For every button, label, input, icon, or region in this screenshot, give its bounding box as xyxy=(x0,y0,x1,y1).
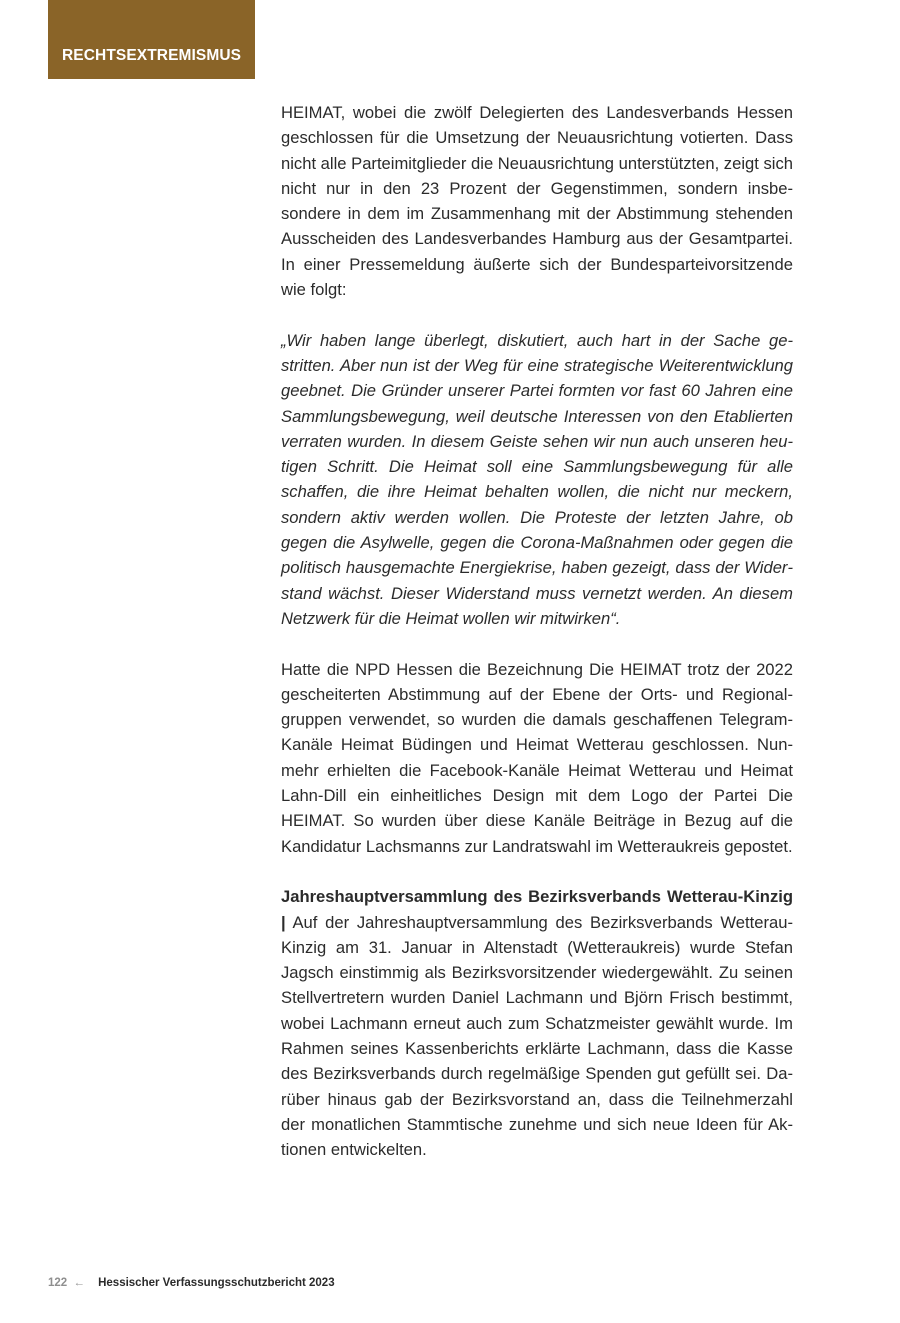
arrow-left-icon: ← xyxy=(73,1277,85,1289)
page-number: 122 xyxy=(48,1277,68,1289)
paragraph-3-body: Auf der Jahreshauptversammlung des Bezirksverbands Wetterau-Kinzig am 31. Januar in Altenstadt (Wetteraukreis) wurde Stefan Jagsch einstimmig als Bezirksvorsitzender wiedergewählt. Zu seinen Stellvertretern wurden Daniel Lachmann und Björn Frisch bestimmt, wobei Lachmann erneut auch zum Schatzmeister gewählt wurde. Im Rahmen seines Kassenberichts erklärte Lachmann, dass die Kasse des Bezirksverbands durch regelmäßige Spenden gut gefüllt sei. Darüber hinaus gab der Bezirksvorstand an, dass die Teilnehmerzahl der monatlichen Stammtische zunehme und sich neue Ideen für Aktionen entwickelten. xyxy=(281,912,793,1160)
body-paragraph-2: Hatte die NPD Hessen die Bezeichnung Die HEIMAT trotz der 2022 gescheiterten Abstimmung auf der Ebene der Orts- und Regionalgruppen verwendet, so wurden die damals geschaffenen Telegram-Kanäle Heimat Büdingen und Heimat Wetterau geschlossen. Nunmehr erhielten die Facebook-Kanäle Heimat Wetterau und Heimat Lahn-Dill ein einheitliches Design mit dem Logo der Partei Die HEIMAT. So wurden über diese Kanäle Beiträge in Bezug auf die Kandidatur Lachsmanns zur Landratswahl im Wetteraukreis gepostet. xyxy=(281,659,793,856)
paragraph-lead-heading: Jahreshauptversammlung des Bezirksverbands Wetterau-Kinzig | xyxy=(281,887,793,932)
section-tag: RECHTSEXTREMISMUS xyxy=(48,0,255,79)
publication-title: Hessischer Verfassungsschutzbericht 2023 xyxy=(98,1277,335,1289)
body-paragraph-3 xyxy=(281,884,793,1162)
body-paragraph-1: HEIMAT, wobei die zwölf Delegierten des Landesverbands Hessen geschlossen für die Umsetzung der Neuausrichtung votierten. Dass nicht alle Parteimitglieder die Neuausrichtung unterstützten, zeigt sich nicht nur in den 23 Prozent der Gegenstimmen, sondern insbesondere in dem im Zusammenhang mit der Abstimmung stehenden Ausscheiden des Landesverbandes Hamburg aus der Gesamtpartei. In einer Pressemeldung äußerte sich der Bundesparteivorsitzende wie folgt: xyxy=(281,103,793,300)
block-quote: „Wir haben lange überlegt, diskutiert, auch hart in der Sache gestritten. Aber nun ist der Weg für eine strategische Weiterentwicklung geebnet. Die Gründer unserer Partei formten vor fast 60 Jahren eine Sammlungsbewegung, weil deutsche Interessen von den Etablierten verraten wurden. In diesem Geiste sehen wir nun auch unseren heutigen Schritt. Die Heimat soll eine Sammlungsbewegung für alle schaffen, die ihre Heimat behalten wollen, die nicht nur meckern, sondern aktiv werden wollen. Die Proteste der letzten Jahre, ob gegen die Asylwelle, gegen die Corona-Maßnahmen oder gegen die politisch hausgemachte Energiekrise, haben gezeigt, dass der Widerstand wächst. Dieser Widerstand muss vernetzt werden. An diesem Netzwerk für die Heimat wollen wir mitwirken“. xyxy=(281,330,793,628)
page-footer xyxy=(48,1277,335,1289)
main-content xyxy=(281,100,793,1188)
